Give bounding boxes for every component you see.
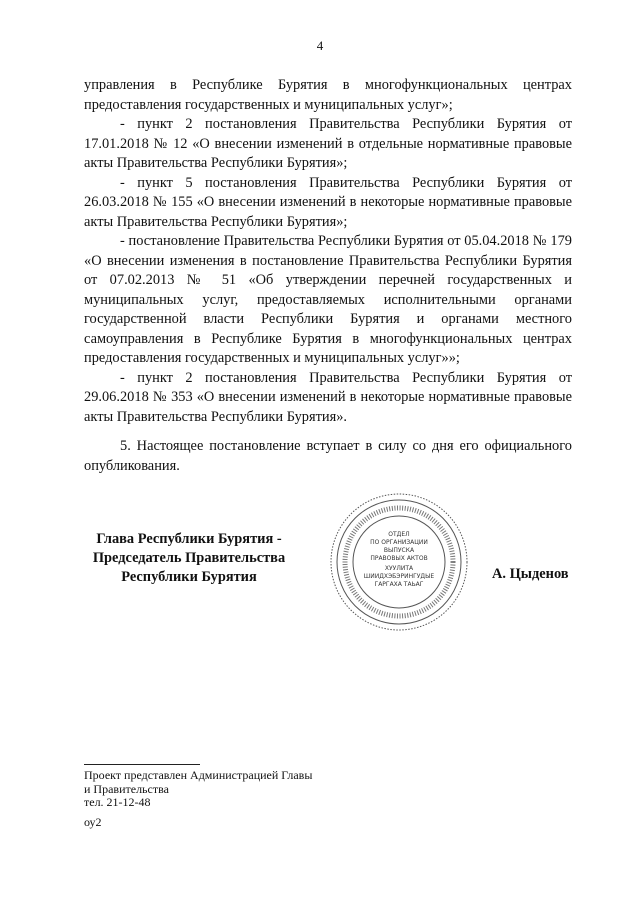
signatory-title-line: Председатель Правительства — [92, 550, 286, 566]
seal-outer-ring — [331, 494, 467, 630]
document-body — [84, 76, 572, 476]
footnote-divider — [84, 764, 200, 765]
seal-text: ОТДЕЛ — [388, 531, 410, 538]
page-number: 4 — [316, 38, 324, 53]
seal-inner-ring — [353, 516, 445, 608]
seal-text: ШИИДХЭБЭРИНГУДЫЕ — [363, 573, 435, 580]
signatory-title-line: Республики Бурятия — [121, 569, 257, 585]
paragraph-item: - постановление Правительства Республики Бурятия от 05.04.2018 № 179 «О внесении изменения в постановление Правительства Республики Бурятия от 07.02.2013 № 51 «Об утверждении перечней государственных и муниципальных услуг, предоставляемых исполнительными органами государственной власти Республики Бурятия и органами местного самоуправления в Республике Бурятия в многофункциональных центрах предоставления государственных и муниципальных услуг»»; — [84, 233, 572, 366]
footnote-line: тел. 21-12-48 — [84, 795, 151, 810]
seal-ring — [337, 500, 461, 624]
paragraph-continuation: управления в Республике Бурятия в многофункциональных центрах предоставления государственных и муниципальных услуг»; — [84, 77, 572, 113]
signatory-title — [84, 530, 294, 587]
paragraph-effective-date: 5. Настоящее постановление вступает в силу со дня его официального опубликования. — [84, 438, 572, 474]
signatory-title-line: Глава Республики Бурятия - — [96, 531, 282, 547]
document-code: оу2 — [84, 815, 102, 829]
seal-text: ГАРГАХА ТАЬАГ — [374, 581, 424, 588]
footnote — [84, 769, 384, 810]
seal-text: ПРАВОВЫХ АКТОВ — [370, 555, 428, 562]
official-seal — [326, 492, 472, 632]
paragraph-item: - пункт 2 постановления Правительства Республики Бурятия от 29.06.2018 № 353 «О внесении изменений в некоторые нормативные правовые акты Правительства Республики Бурятия». — [84, 369, 572, 425]
seal-text-band — [345, 508, 453, 616]
seal-text: ПО ОРГАНИЗАЦИИ — [370, 539, 428, 546]
seal-text: ВЫПУСКА — [383, 547, 415, 554]
paragraph-item: - пункт 2 постановления Правительства Республики Бурятия от 17.01.2018 № 12 «О внесении изменений в отдельные нормативные правовые акты Правительства Республики Бурятия»; — [84, 116, 572, 171]
footnote-line: и Правительства — [84, 781, 169, 796]
signatory-name: А. Цыденов — [492, 566, 569, 582]
footnote-line: Проект представлен Администрацией Главы — [84, 768, 313, 782]
paragraph-item: - пункт 5 постановления Правительства Республики Бурятия от 26.03.2018 № 155 «О внесении изменений в некоторые нормативные правовые акты Правительства Республики Бурятия»; — [84, 174, 572, 230]
seal-text: ХУУЛИТА — [384, 565, 414, 572]
